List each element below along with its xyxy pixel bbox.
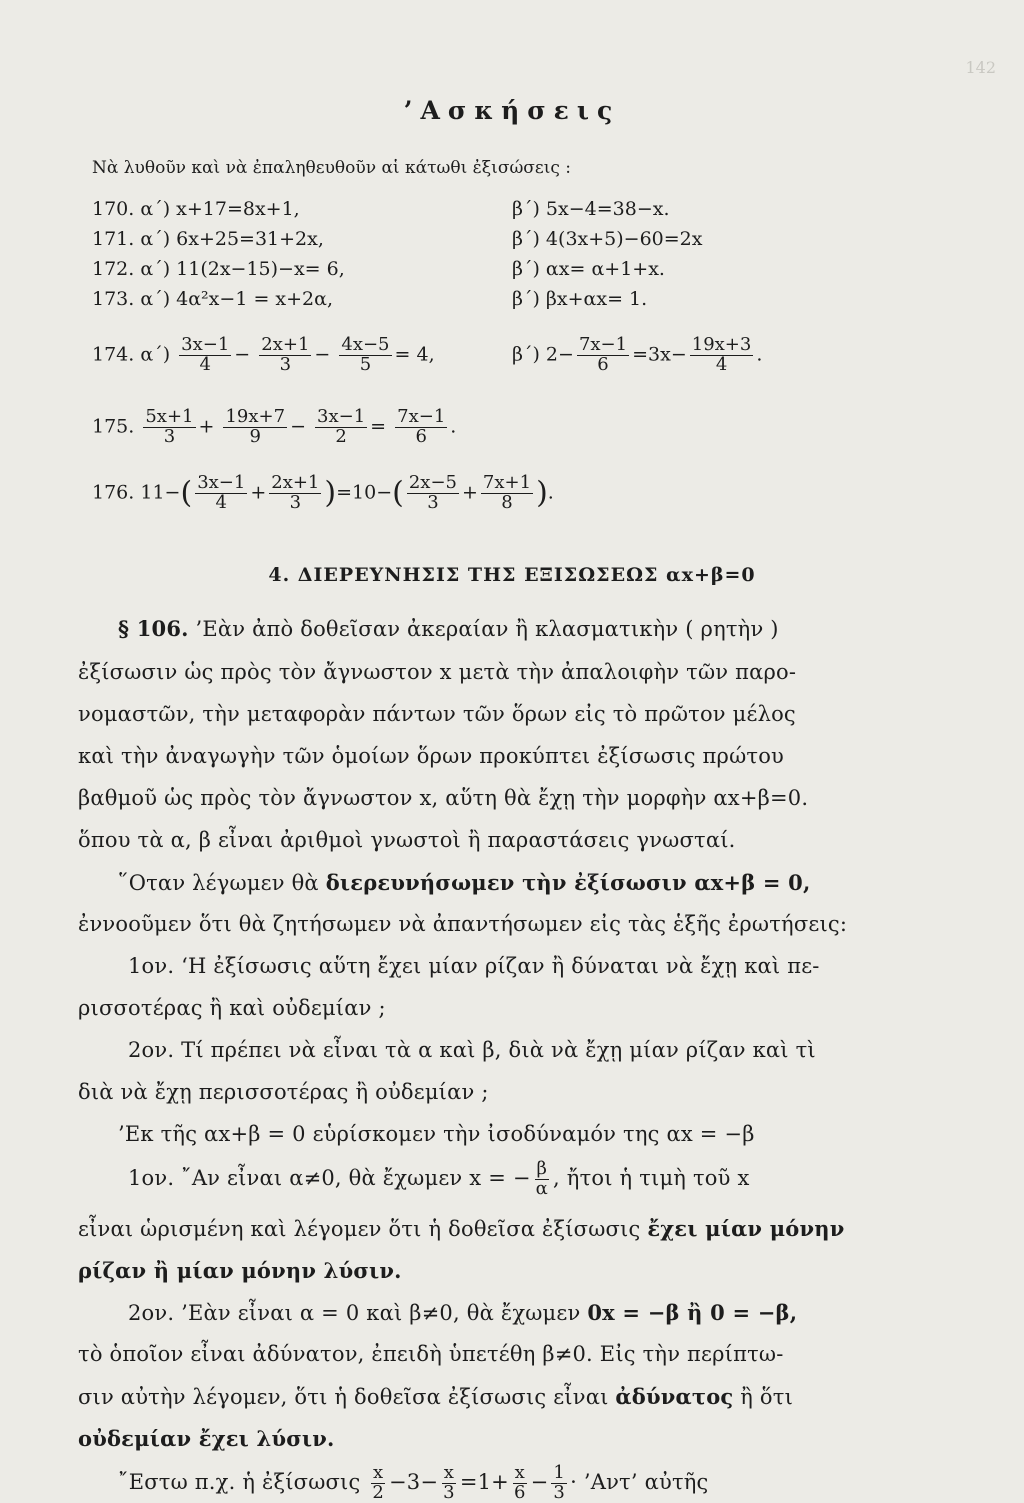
- body-line-20: οὐδεμίαν ἔχει λύσιν.: [78, 1426, 335, 1451]
- body-line-3: νομαστῶν, τὴν μεταφορὰν πάντων τῶν ὅρων εἰς τὸ πρῶτον μέλος: [78, 702, 796, 726]
- body-line-17: 2ον. ’Εὰν εἶναι α = 0 καὶ β≠0, θὰ ἔχωμεν 0x = −β ἢ 0 = −β,: [128, 1300, 798, 1325]
- body-line-6: ὅπου τὰ α, β εἶναι ἀριθμοὶ γνωστοὶ ἢ παραστάσεις γνωσταί.: [78, 828, 736, 852]
- exercise-173-a: 173. α΄) 4α²x−1 = x+2α,: [92, 288, 333, 310]
- exercise-176: 176. 11−( $\frac{3x-1}{4}$ + $\frac{2x+1}{3}$ )=10−( $\frac{2x-5}{3}$ + $\frac{7x+1}{8}$ ).: [92, 472, 554, 513]
- exercise-170-b: β΄) 5x−4=38−x.: [512, 198, 670, 220]
- body-line-2: ἐξίσωσιν ὡς πρὸς τὸν ἄγνωστον x μετὰ τὴν ἀπαλοιφὴν τῶν παρο-: [78, 660, 797, 684]
- body-line-16: ρίζαν ἢ μίαν μόνην λύσιν.: [78, 1258, 402, 1283]
- body-line-12: διὰ νὰ ἔχῃ περισσοτέρας ἢ οὐδεμίαν ;: [78, 1080, 489, 1104]
- body-line-13: ’Εκ τῆς αx+β = 0 εὑρίσκομεν τὴν ἰσοδύναμόν της αx = −β: [118, 1122, 755, 1146]
- body-line-9: 1ον. ‘Η ἐξίσωσις αὕτη ἔχει μίαν ρίζαν ἢ δύναται νὰ ἔχῃ καὶ πε-: [128, 954, 820, 978]
- exercise-173-b: β΄) βx+αx= 1.: [512, 288, 648, 310]
- exercise-172-a: 172. α΄) 11(2x−15)−x= 6,: [92, 258, 345, 280]
- section-title: 4. ΔΙΕΡΕΥΝΗΣΙΣ ΤΗΣ ΕΞΙΣΩΣΕΩΣ αx+β=0: [268, 564, 756, 586]
- body-line-1: § 106. ’Εὰν ἀπὸ δοθεῖσαν ἀκεραίαν ἢ κλασματικὴν ( ρητὴν ): [118, 616, 779, 641]
- body-line-14: 1ον. ῎Αν εἶναι α≠0, θὰ ἔχωμεν x = − $\frac{\beta}{\alpha}$ , ἤτοι ἡ τιμὴ τοῦ x: [128, 1158, 750, 1199]
- exercise-174-b: β΄) 2− $\frac{7x-1}{6}$ =3x− $\frac{19x+3}{4}$ .: [512, 334, 763, 375]
- exercises-heading: ’Ασκήσεις: [403, 96, 621, 125]
- body-line-4: καὶ τὴν ἀναγωγὴν τῶν ὁμοίων ὅρων προκύπτει ἐξίσωσις πρώτου: [78, 744, 785, 768]
- body-line-19: σιν αὐτὴν λέγομεν, ὅτι ἡ δοθεῖσα ἐξίσωσις εἶναι ἀδύνατος ἢ ὅτι: [78, 1384, 794, 1409]
- body-line-10: ρισσοτέρας ἢ καὶ οὐδεμίαν ;: [78, 996, 386, 1020]
- body-line-18: τὸ ὁποῖον εἶναι ἀδύνατον, ἐπειδὴ ὑπετέθη β≠0. Εἰς τὴν περίπτω-: [78, 1342, 784, 1366]
- body-line-7: ῞Οταν λέγωμεν θὰ διερευνήσωμεν τὴν ἐξίσωσιν αx+β = 0,: [118, 870, 811, 895]
- body-line-5: βαθμοῦ ὡς πρὸς τὸν ἄγνωστον x, αὕτη θὰ ἔχῃ τὴν μορφὴν αx+β=0.: [78, 786, 809, 810]
- exercise-171-a: 171. α΄) 6x+25=31+2x,: [92, 228, 324, 250]
- body-line-15: εἶναι ὡρισμένη καὶ λέγομεν ὅτι ἡ δοθεῖσα ἐξίσωσις ἔχει μίαν μόνην: [78, 1216, 845, 1241]
- body-line-11: 2ον. Τί πρέπει νὰ εἶναι τὰ α καὶ β, διὰ νὰ ἔχῃ μίαν ρίζαν καὶ τὶ: [128, 1038, 816, 1062]
- exercise-175: 175. $\frac{5x+1}{3}$ + $\frac{19x+7}{9}$ − $\frac{3x-1}{2}$ = $\frac{7x-1}{6}$ .: [92, 406, 457, 447]
- exercise-172-b: β΄) αx= α+1+x.: [512, 258, 665, 280]
- exercise-174: 174. α΄) $\frac{3x-1}{4}$ − $\frac{2x+1}{3}$ − $\frac{4x-5}{5}$ = 4,: [92, 334, 435, 375]
- bleed-through-page-number: 142: [965, 58, 996, 77]
- exercises-intro: Νὰ λυθοῦν καὶ νὰ ἐπαληθευθοῦν αἱ κάτωθι ἐξισώσεις :: [92, 158, 572, 178]
- exercise-170-a: 170. α΄) x+17=8x+1,: [92, 198, 300, 220]
- body-line-8: ἐννοοῦμεν ὅτι θὰ ζητήσωμεν νὰ ἀπαντήσωμεν εἰς τὰς ἑξῆς ἐρωτήσεις:: [78, 912, 848, 936]
- exercise-171-b: β΄) 4(3x+5)−60=2x: [512, 228, 703, 250]
- body-line-21: ῎Εστω π.χ. ἡ ἐξίσωσις $\frac{x}{2}$ −3− $\frac{x}{3}$ =1+ $\frac{x}{6}$ − $\frac{1}{3}$ · ’Αντ’ αὐτῆς: [118, 1462, 709, 1503]
